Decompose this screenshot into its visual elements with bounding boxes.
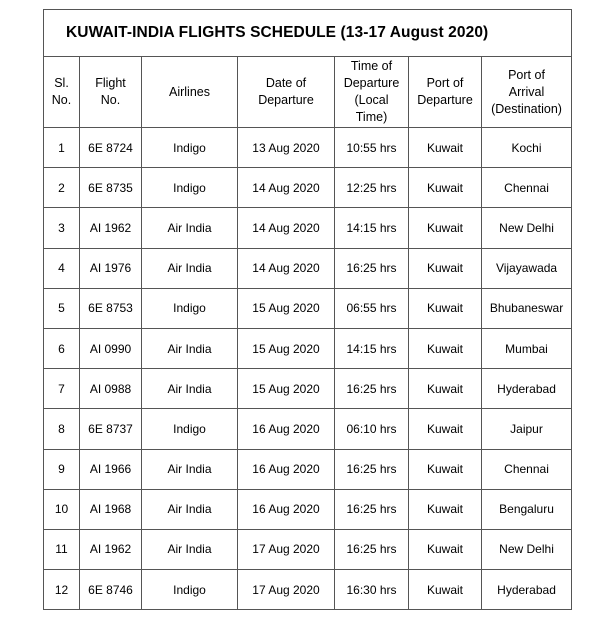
table-row: [44, 409, 572, 449]
cell-port-of-departure: Kuwait: [409, 128, 482, 168]
cell-airline: Indigo: [142, 409, 238, 449]
cell-destination: New Delhi: [482, 529, 572, 569]
cell-flight-no: AI 0990: [80, 328, 142, 368]
cell-flight-no: AI 1966: [80, 449, 142, 489]
cell-time: 06:10 hrs: [335, 409, 409, 449]
cell-time: 16:30 hrs: [335, 570, 409, 610]
header-sl-no: [44, 57, 80, 128]
header-line: Date of: [265, 76, 307, 90]
cell-date: 13 Aug 2020: [238, 128, 335, 168]
header-line: Port of: [426, 76, 464, 90]
cell-airline: Air India: [142, 449, 238, 489]
cell-sl-no: 4: [44, 248, 80, 288]
header-row: [44, 57, 572, 128]
cell-destination: Hyderabad: [482, 369, 572, 409]
cell-port-of-departure: Kuwait: [409, 288, 482, 328]
cell-port-of-departure: Kuwait: [409, 369, 482, 409]
header-line: Time): [355, 110, 388, 124]
cell-port-of-departure: Kuwait: [409, 570, 482, 610]
cell-time: 16:25 hrs: [335, 529, 409, 569]
cell-airline: Air India: [142, 529, 238, 569]
cell-sl-no: 1: [44, 128, 80, 168]
cell-airline: Indigo: [142, 128, 238, 168]
cell-port-of-departure: Kuwait: [409, 328, 482, 368]
cell-sl-no: 2: [44, 168, 80, 208]
header-line: Departure: [258, 93, 314, 107]
cell-airline: Air India: [142, 248, 238, 288]
cell-port-of-departure: Kuwait: [409, 489, 482, 529]
cell-date: 15 Aug 2020: [238, 369, 335, 409]
table-row: [44, 248, 572, 288]
cell-time: 16:25 hrs: [335, 489, 409, 529]
cell-destination: Bhubaneswar: [482, 288, 572, 328]
cell-flight-no: 6E 8724: [80, 128, 142, 168]
cell-flight-no: 6E 8746: [80, 570, 142, 610]
cell-time: 14:15 hrs: [335, 208, 409, 248]
table-row: [44, 369, 572, 409]
cell-date: 16 Aug 2020: [238, 409, 335, 449]
cell-airline: Air India: [142, 328, 238, 368]
table-row: [44, 168, 572, 208]
cell-port-of-departure: Kuwait: [409, 248, 482, 288]
cell-time: 12:25 hrs: [335, 168, 409, 208]
header-line: Time of: [350, 59, 393, 73]
header-line: Sl.: [54, 76, 69, 90]
cell-sl-no: 10: [44, 489, 80, 529]
header-flight-no: [80, 57, 142, 128]
cell-sl-no: 7: [44, 369, 80, 409]
schedule-title: KUWAIT-INDIA FLIGHTS SCHEDULE (13-17 August 2020): [44, 10, 572, 57]
cell-destination: Mumbai: [482, 328, 572, 368]
cell-date: 16 Aug 2020: [238, 449, 335, 489]
header-airlines: [142, 57, 238, 128]
table-row: [44, 489, 572, 529]
cell-sl-no: 11: [44, 529, 80, 569]
cell-flight-no: AI 0988: [80, 369, 142, 409]
cell-destination: Chennai: [482, 168, 572, 208]
cell-flight-no: AI 1962: [80, 529, 142, 569]
cell-sl-no: 5: [44, 288, 80, 328]
cell-port-of-departure: Kuwait: [409, 168, 482, 208]
cell-flight-no: AI 1968: [80, 489, 142, 529]
cell-airline: Air India: [142, 208, 238, 248]
table-row: [44, 128, 572, 168]
cell-destination: Kochi: [482, 128, 572, 168]
header-line: (Destination): [491, 101, 562, 116]
cell-date: 14 Aug 2020: [238, 208, 335, 248]
cell-destination: Jaipur: [482, 409, 572, 449]
cell-flight-no: 6E 8737: [80, 409, 142, 449]
cell-sl-no: 12: [44, 570, 80, 610]
cell-destination: New Delhi: [482, 208, 572, 248]
cell-destination: Bengaluru: [482, 489, 572, 529]
header-line: Departure: [417, 93, 473, 107]
header-line: (Local: [354, 93, 389, 107]
cell-time: 16:25 hrs: [335, 449, 409, 489]
cell-airline: Indigo: [142, 288, 238, 328]
cell-date: 15 Aug 2020: [238, 328, 335, 368]
cell-flight-no: 6E 8735: [80, 168, 142, 208]
header-line: Arrival: [508, 84, 545, 99]
cell-date: 14 Aug 2020: [238, 248, 335, 288]
cell-time: 16:25 hrs: [335, 248, 409, 288]
cell-airline: Air India: [142, 369, 238, 409]
cell-flight-no: AI 1976: [80, 248, 142, 288]
table-body: [44, 128, 572, 610]
cell-airline: Air India: [142, 489, 238, 529]
table-row: [44, 208, 572, 248]
flight-schedule-table: [43, 9, 572, 610]
cell-date: 17 Aug 2020: [238, 529, 335, 569]
table-row: [44, 570, 572, 610]
header-line: Port of: [508, 67, 545, 82]
cell-sl-no: 8: [44, 409, 80, 449]
cell-port-of-departure: Kuwait: [409, 529, 482, 569]
cell-flight-no: 6E 8753: [80, 288, 142, 328]
header-line: No.: [100, 93, 121, 107]
cell-port-of-departure: Kuwait: [409, 409, 482, 449]
title-row: [44, 10, 572, 57]
cell-time: 06:55 hrs: [335, 288, 409, 328]
header-line: Flight: [95, 76, 126, 90]
cell-date: 17 Aug 2020: [238, 570, 335, 610]
cell-port-of-departure: Kuwait: [409, 208, 482, 248]
cell-time: 10:55 hrs: [335, 128, 409, 168]
flight-schedule-document: [43, 9, 571, 610]
header-time-of-departure: [335, 57, 409, 128]
header-line: Airlines: [169, 84, 210, 99]
cell-time: 16:25 hrs: [335, 369, 409, 409]
cell-sl-no: 9: [44, 449, 80, 489]
table-row: [44, 449, 572, 489]
cell-date: 14 Aug 2020: [238, 168, 335, 208]
cell-destination: Vijayawada: [482, 248, 572, 288]
table-row: [44, 529, 572, 569]
cell-airline: Indigo: [142, 570, 238, 610]
header-line: No.: [51, 93, 72, 107]
header-date-of-departure: [238, 57, 335, 128]
table-row: [44, 328, 572, 368]
cell-destination: Hyderabad: [482, 570, 572, 610]
cell-destination: Chennai: [482, 449, 572, 489]
cell-sl-no: 3: [44, 208, 80, 248]
cell-airline: Indigo: [142, 168, 238, 208]
header-line: Departure: [343, 76, 400, 90]
cell-date: 16 Aug 2020: [238, 489, 335, 529]
cell-sl-no: 6: [44, 328, 80, 368]
table-row: [44, 288, 572, 328]
cell-date: 15 Aug 2020: [238, 288, 335, 328]
cell-flight-no: AI 1962: [80, 208, 142, 248]
header-port-of-arrival: [482, 57, 572, 128]
cell-port-of-departure: Kuwait: [409, 449, 482, 489]
header-port-of-departure: [409, 57, 482, 128]
cell-time: 14:15 hrs: [335, 328, 409, 368]
